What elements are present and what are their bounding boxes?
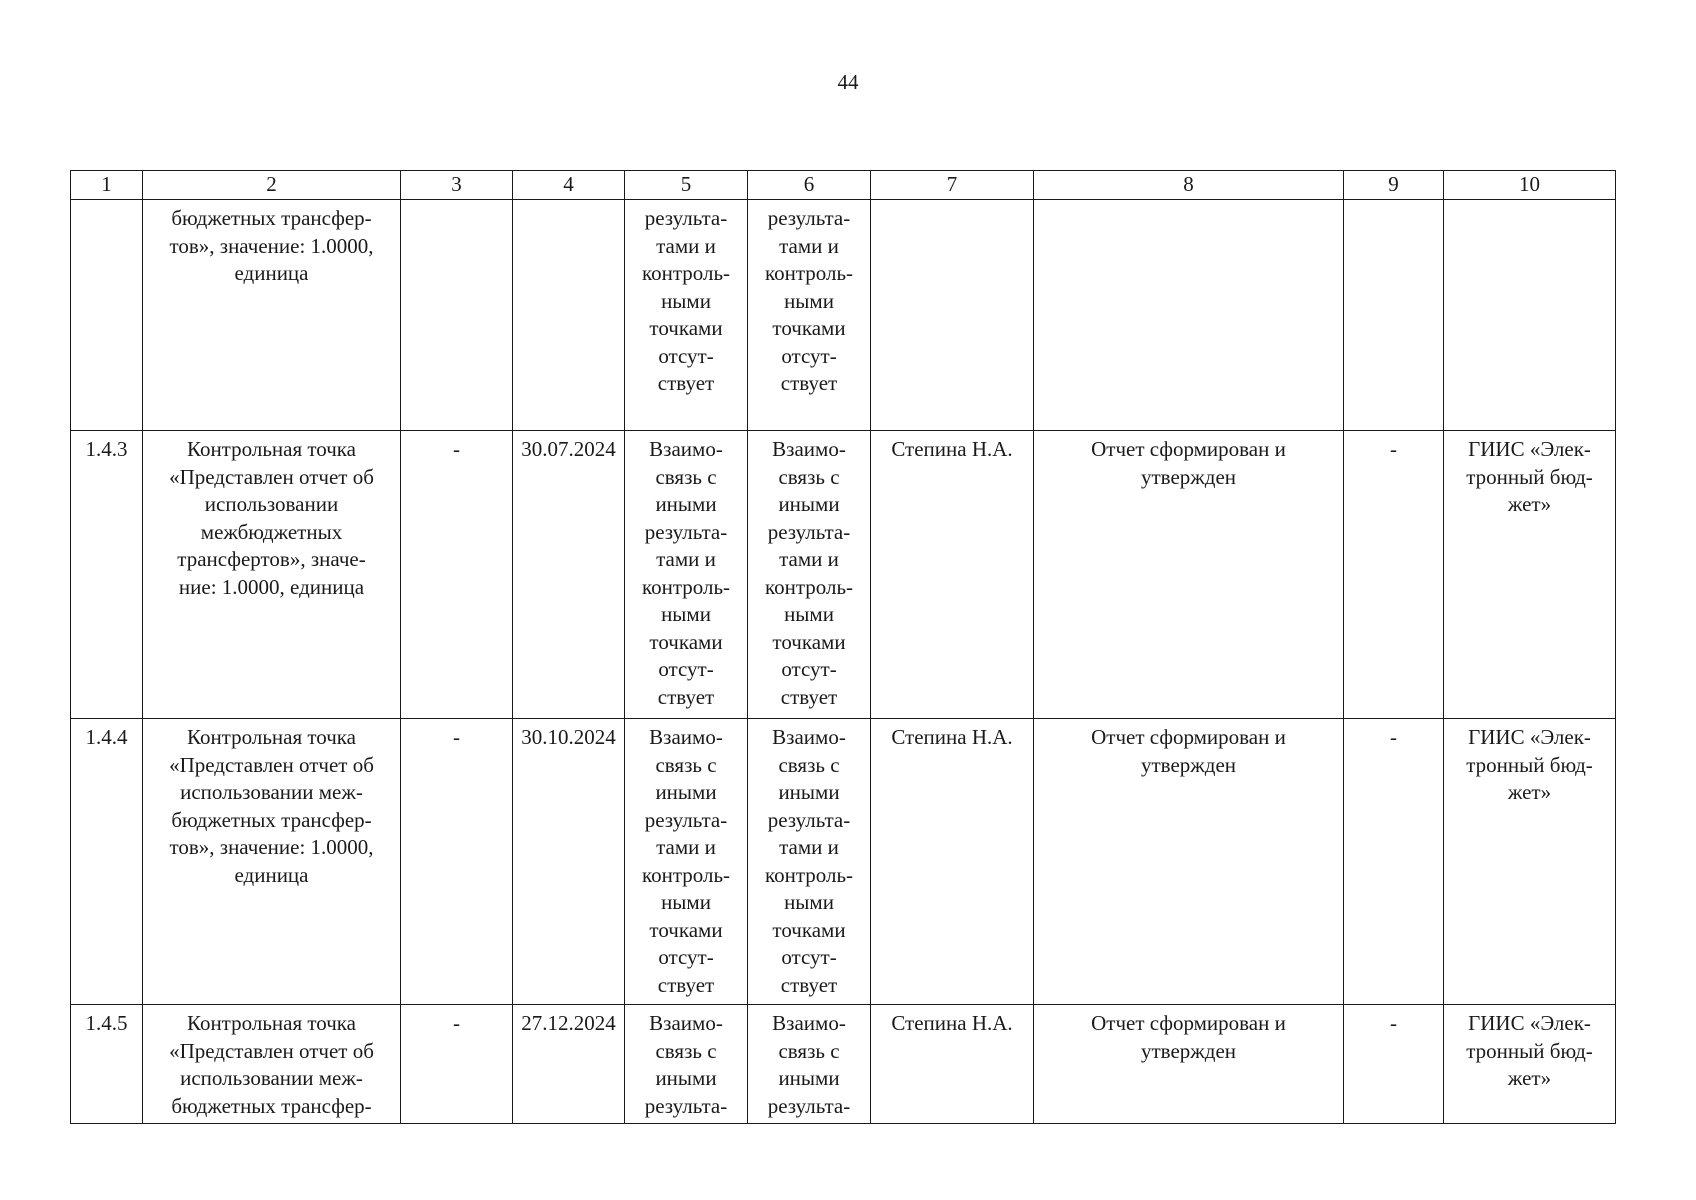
cell-name bbox=[143, 719, 401, 1005]
cell-text: Взаимо- связь с иными результа- тами и контроль- ными точками отсут- ствует bbox=[641, 725, 731, 997]
cell-responsible bbox=[871, 431, 1034, 719]
cell-responsible bbox=[871, 1005, 1034, 1124]
cell-system bbox=[1444, 431, 1616, 719]
cell-relation-5 bbox=[625, 431, 748, 719]
cell-col3 bbox=[401, 431, 513, 719]
cell-text: Взаимо- связь с иными результа- тами и контроль- ными точками отсут- ствует bbox=[764, 725, 854, 997]
column-header-7: 7 bbox=[871, 171, 1034, 200]
cell-text: Взаимо- связь с иными результа- bbox=[767, 1011, 851, 1118]
column-header-3: 3 bbox=[401, 171, 513, 200]
cell-system bbox=[1444, 719, 1616, 1005]
cell-text: 1.4.3 bbox=[85, 437, 128, 461]
cell-text: Взаимо- связь с иными результа- тами и контроль- ными точками отсут- ствует bbox=[764, 437, 854, 709]
cell-text: Отчет сформирован и утвержден bbox=[1091, 1011, 1286, 1063]
column-header-2: 2 bbox=[143, 171, 401, 200]
cell-col3 bbox=[401, 200, 513, 431]
cell-text: 1.4.4 bbox=[85, 725, 128, 749]
cell-name bbox=[143, 200, 401, 431]
column-header-4: 4 bbox=[513, 171, 625, 200]
cell-number bbox=[71, 431, 143, 719]
cell-text: 27.12.2024 bbox=[521, 1011, 616, 1035]
cell-text: результа- тами и контроль- ными точками отсут- ствует bbox=[764, 206, 854, 395]
cell-date bbox=[513, 200, 625, 431]
cell-date bbox=[513, 431, 625, 719]
cell-text: - bbox=[453, 437, 460, 461]
cell-col9 bbox=[1344, 1005, 1444, 1124]
cell-responsible bbox=[871, 719, 1034, 1005]
cell-system bbox=[1444, 200, 1616, 431]
cell-text: бюджетных трансфер- тов», значение: 1.0000, единица bbox=[169, 206, 374, 285]
header-row bbox=[71, 171, 1616, 200]
cell-text: Степина Н.А. bbox=[891, 437, 1013, 461]
cell-text: Степина Н.А. bbox=[891, 725, 1013, 749]
cell-relation-6 bbox=[748, 431, 871, 719]
column-header-8: 8 bbox=[1034, 171, 1344, 200]
cell-text: Контрольная точка «Представлен отчет об использовании межбюджетных трансфертов», значе- ние: 1.0000, единица bbox=[169, 437, 374, 599]
cell-result bbox=[1034, 200, 1344, 431]
cell-result bbox=[1034, 719, 1344, 1005]
cell-text: 30.10.2024 bbox=[521, 725, 616, 749]
cell-text: - bbox=[1390, 437, 1397, 461]
table-row bbox=[71, 1005, 1616, 1124]
column-header-1: 1 bbox=[71, 171, 143, 200]
cell-text: - bbox=[1390, 1011, 1397, 1035]
cell-col3 bbox=[401, 1005, 513, 1124]
cell-relation-5 bbox=[625, 1005, 748, 1124]
column-header-9: 9 bbox=[1344, 171, 1444, 200]
cell-text: Контрольная точка «Представлен отчет об использовании меж- бюджетных трансфер- bbox=[169, 1011, 374, 1118]
cell-text: - bbox=[1390, 725, 1397, 749]
cell-text: Взаимо- связь с иными результа- bbox=[644, 1011, 728, 1118]
table-row bbox=[71, 431, 1616, 719]
cell-col9 bbox=[1344, 431, 1444, 719]
cell-text: Контрольная точка «Представлен отчет об использовании меж- бюджетных трансфер- тов», значение: 1.0000, единица bbox=[169, 725, 374, 887]
page-number: 44 bbox=[837, 70, 859, 94]
column-header-10: 10 bbox=[1444, 171, 1616, 200]
cell-number bbox=[71, 1005, 143, 1124]
cell-text: 30.07.2024 bbox=[521, 437, 616, 461]
cell-relation-5 bbox=[625, 200, 748, 431]
cell-name bbox=[143, 431, 401, 719]
table-row bbox=[71, 200, 1616, 431]
cell-relation-5 bbox=[625, 719, 748, 1005]
cell-responsible bbox=[871, 200, 1034, 431]
cell-name bbox=[143, 1005, 401, 1124]
cell-text: результа- тами и контроль- ными точками отсут- ствует bbox=[641, 206, 731, 395]
cell-text: Отчет сформирован и утвержден bbox=[1091, 437, 1286, 489]
cell-relation-6 bbox=[748, 200, 871, 431]
cell-text: - bbox=[453, 1011, 460, 1035]
cell-date bbox=[513, 719, 625, 1005]
cell-text: Степина Н.А. bbox=[891, 1011, 1013, 1035]
column-header-6: 6 bbox=[748, 171, 871, 200]
cell-text: ГИИС «Элек- тронный бюд- жет» bbox=[1466, 437, 1593, 516]
column-header-5: 5 bbox=[625, 171, 748, 200]
cell-result bbox=[1034, 431, 1344, 719]
cell-text: 1.4.5 bbox=[85, 1011, 128, 1035]
table-row bbox=[71, 719, 1616, 1005]
cell-col3 bbox=[401, 719, 513, 1005]
cell-relation-6 bbox=[748, 1005, 871, 1124]
cell-result bbox=[1034, 1005, 1344, 1124]
cell-number bbox=[71, 200, 143, 431]
cell-text: ГИИС «Элек- тронный бюд- жет» bbox=[1466, 725, 1593, 804]
cell-text: ГИИС «Элек- тронный бюд- жет» bbox=[1466, 1011, 1593, 1090]
cell-col9 bbox=[1344, 200, 1444, 431]
cell-text: - bbox=[453, 725, 460, 749]
cell-number bbox=[71, 719, 143, 1005]
cell-system bbox=[1444, 1005, 1616, 1124]
cell-date bbox=[513, 1005, 625, 1124]
document-table bbox=[70, 170, 1616, 1124]
cell-relation-6 bbox=[748, 719, 871, 1005]
cell-text: Взаимо- связь с иными результа- тами и контроль- ными точками отсут- ствует bbox=[641, 437, 731, 709]
cell-col9 bbox=[1344, 719, 1444, 1005]
cell-text: Отчет сформирован и утвержден bbox=[1091, 725, 1286, 777]
